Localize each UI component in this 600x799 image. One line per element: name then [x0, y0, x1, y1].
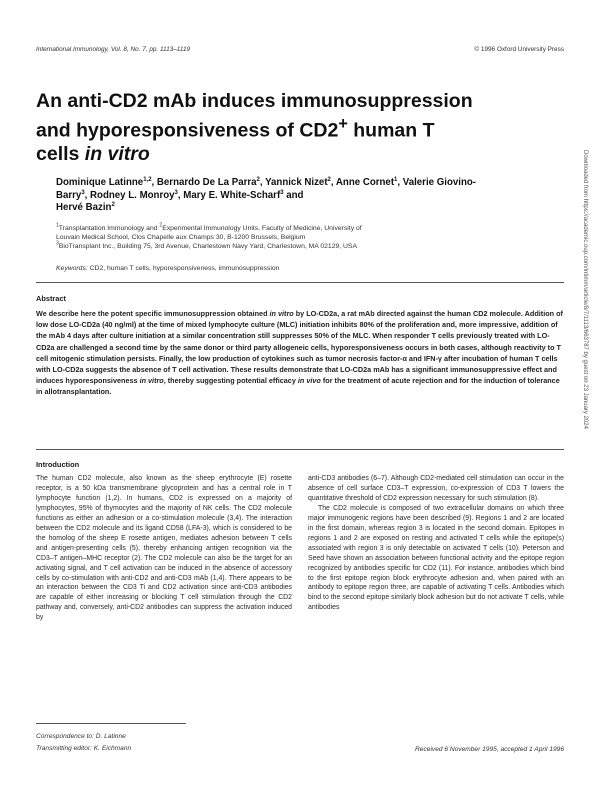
abstract-italic: in vitro — [139, 376, 164, 386]
keywords-text: CD2, human T cells, hyporesponsiveness, immunosuppression — [89, 265, 280, 272]
journal-citation: International Immunology, Vol. 8, No. 7, pp. 1113–1119 — [36, 46, 191, 53]
article-title — [36, 90, 536, 166]
author: Yannick Nizet — [265, 177, 328, 188]
affiliation-text: Experimental Immunology Units, Faculty of Medicine, University of — [162, 225, 362, 232]
affiliation-mark: 3 — [56, 241, 59, 248]
author-affiliation-mark: 3 — [280, 189, 284, 196]
transmitting-editor: Transmitting editor: K. Eichmann — [36, 745, 132, 752]
title-line-3: cells — [36, 142, 85, 165]
affiliation-text: BioTransplant Inc., Building 75, 3rd Avenue, Charlestown Navy Yard, Charlestown, MA 02129, USA — [58, 243, 358, 251]
author: Dominique Latinne — [56, 177, 144, 188]
author-list: Dominique Latinne$^{1,2}$, Bernardo De La Parra$^2$, Yannick Nizet$^2$, Anne Cornet$^1$, Valerie Giovino-Barry$^3$, Rodney L. Monroy$^3$, Mary E. White-Scharf$^3$ and Hervé Bazin$^2$ — [56, 176, 476, 213]
title-line-2: and hyporesponsiveness of CD2 — [36, 119, 339, 142]
author-affiliation-mark: 1 — [394, 176, 398, 183]
paragraph: The human CD2 molecule, also known as the sheep erythrocyte (E) rosette receptor, is a 50 kDa transmembrane glycoprotein and has a central role in T lymphocyte function (1,2). In humans, CD2 is expressed on a majority of lymphocytes, 95% of thymocytes and the majority of NK cells. The CD2 molecule functions as either an adhesion or a co-stimulation molecule (3,4). The interaction between the CD2 molecule and its ligand CD58 (LFA-3), which is considered to be the homolog of the sheep E rosette antigen, mediates adhesion between T cells and antigen-presenting cells (5), thereby enhancing antigen recognition via the CD3–T antigen–MHC receptor (2). The CD2 molecule can also be the target for an activating signal, and T cell activation can be induced in the absence of accessory cells by co-stimulation with anti-CD2 and anti-CD3 mAb (1,4). There appears to be an interaction between the CD3 Ti and CD2 activation since anti-CD3 antibodies are capable of either increasing or blocking T cell stimulation through the CD2 pathway and, conversely, anti-CD2 antibodies can suppress the activation induced by — [36, 475, 292, 622]
footnotes — [36, 731, 564, 755]
author-conjunction: and — [286, 189, 304, 201]
abstract-heading: Abstract — [36, 294, 66, 303]
abstract-italic: in vitro — [269, 309, 294, 318]
author-affiliation-mark: 2 — [327, 176, 331, 183]
affiliation-text: Louvain Medical School, Clos Chapelle aux Champs 30, B-1200 Brussels, Belgium — [56, 234, 306, 242]
paragraph: The CD2 molecule is composed of two extracellular domains on which three major immunogenic regions have been described (9). Regions 1 and 2 are located in the first domain, whereas region 3 is located in the second domain. Epitopes in regions 1 and 2 are exposed on resting and activated T cells while the epitope(s) associated with region 3 is only detectable on activated T cells (10). Peterson and Seed have shown an association between functional activity and the epitope region recognized by antibodies specific for CD2 (11). For instance, antibodies which bind to the first epitope region block erythrocyte adhesion and, when paired with an antibody to epitope region three, are capable of activating T cells. Antibodies which bind to the second epitope similarly block adhesion but do not activate T cells, while antibodies — [308, 504, 564, 612]
keywords-label: Keywords: — [56, 265, 88, 272]
divider — [36, 282, 564, 283]
author: Bernardo De La Parra — [156, 177, 257, 188]
keywords — [56, 265, 496, 272]
author-affiliation-mark: 2 — [256, 176, 260, 183]
abstract-text: for the treatment of acute rejection and for the induction of tolerance in allotransplantation. — [36, 376, 560, 397]
affiliation-mark: 2 — [159, 222, 163, 229]
running-header — [36, 46, 564, 53]
body-column-right — [308, 474, 564, 613]
author-affiliation-mark: 2 — [111, 201, 115, 208]
download-watermark — [578, 150, 590, 690]
download-watermark-text: Downloaded from https://academic.oup.com/intimm/article/8/7/1113/663787 by guest on 23 January 2024 — [582, 150, 588, 429]
author: Mary E. White-Scharf — [183, 189, 281, 201]
author: Anne Cornet — [335, 177, 395, 188]
author-affiliation-mark: 1,2 — [143, 176, 152, 183]
footnote-rule — [36, 723, 186, 724]
title-line-2-end: human T — [347, 119, 435, 142]
abstract-text: by LO-CD2a, a rat mAb directed against the human CD2 molecule. Addition of low dose LO-CD2a (40 ng/ml) at the time of mixed lymphocyte culture (MLC) initiation inhibits 80% of the proliferation and, more impressive, addition of the mAb 4 days after culture initiation at a similar concentration still suppresses 50% of the MLC. When responder T cells previously treated with LO-CD2a are challenged a second time by the same donor or third party allogeneic cells, hyporesponsiveness occurs in both cases, although reactivity to T cell mitogenic stimulation persists. Finally, the low production of cytokines such as tumor necrosis factor-α and IFN-γ after incubation of human T cells with LO-CD2a suggests the absence of T cell activation. These results demonstrate that LO-CD2a mAb has a significant immunosuppressive effect and induces hyporesponsiveness — [36, 309, 563, 386]
abstract-text: We describe here the potent specific immunosuppression obtained — [36, 309, 270, 318]
title-italic: in vitro — [84, 142, 150, 165]
abstract-text: , thereby suggesting potential efficacy — [163, 376, 298, 386]
author-affiliation-mark: 3 — [174, 189, 178, 196]
introduction-heading: Introduction — [36, 460, 80, 469]
title-line-1: An anti-CD2 mAb induces immunosuppression — [36, 90, 473, 112]
affiliations — [56, 224, 496, 252]
abstract-body — [36, 308, 564, 398]
author: Rodney L. Monroy — [90, 189, 175, 201]
author: Hervé Bazin — [56, 202, 112, 213]
author-affiliation-mark: 3 — [81, 189, 85, 196]
affiliation-mark: 1 — [56, 222, 59, 229]
received-dates: Received 6 November 1995, accepted 1 April 1996 — [415, 746, 564, 753]
affiliation-text: Transplantation Immunology and — [58, 225, 160, 232]
copyright-notice: © 1996 Oxford University Press — [474, 46, 564, 53]
abstract-italic: in vivo — [297, 376, 321, 386]
paragraph: anti-CD3 antibodies (6–7). Although CD2-mediated cell stimulation can occur in the absence of cell surface CD3–T expression, co-expression of CD3 T lowers the quantitative threshold of CD2 expression necessary for such stimulation (8). — [308, 475, 564, 502]
title-superscript: + — [338, 115, 348, 133]
author: Valerie Giovino-Barry — [56, 177, 476, 201]
correspondence: Correspondence to: D. Latinne — [36, 733, 126, 740]
body-column-left — [36, 474, 292, 623]
divider — [36, 449, 564, 450]
